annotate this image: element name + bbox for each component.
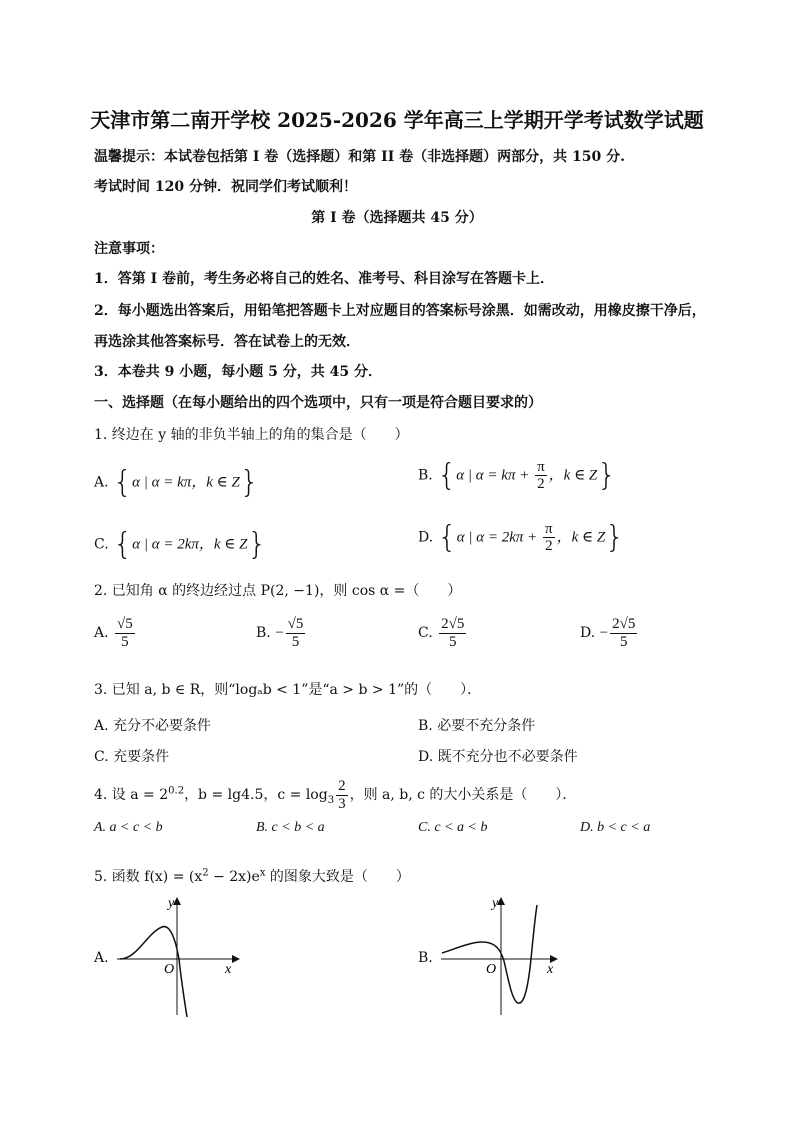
right-brace-icon: } xyxy=(597,458,617,493)
q4-option-d[interactable]: D. b < c < a xyxy=(580,820,651,835)
q1-c-text: α | α = 2kπ，k ∈ Z xyxy=(132,536,248,553)
q1-option-a[interactable] xyxy=(94,465,259,500)
q1-b-label: B. xyxy=(418,467,433,484)
q2-c-den: 5 xyxy=(448,633,457,650)
intro-line-1: 温馨提示：本试卷包括第 I 卷（选择题）和第 II 卷（非选择题）两部分，共 150 分. xyxy=(94,149,625,165)
q2-stem: 2. 已知角 α 的终边经过点 P(2, −1)，则 cos α =（ ） xyxy=(94,583,462,599)
q5-stem-post: 的图象大致是（ ） xyxy=(265,869,410,885)
q4-stem-exp: 0.2 xyxy=(168,785,185,797)
q2-c-label: C. xyxy=(418,625,433,641)
q5-stem-mid: − 2x)e xyxy=(208,869,260,885)
q5-stem xyxy=(94,866,410,886)
q2-option-d[interactable] xyxy=(580,616,639,650)
q4-stem-num: 2 xyxy=(338,778,346,794)
q1-c-label: C. xyxy=(94,536,109,553)
q5-graph-b[interactable] xyxy=(436,893,566,1021)
q5-graph-a[interactable] xyxy=(112,893,242,1021)
intro-line-2: 考试时间 120 分钟．祝同学们考试顺利！ xyxy=(94,179,357,195)
q4-stem-pre: 4. 设 a = 2 xyxy=(94,787,169,803)
curve-b xyxy=(442,905,537,1003)
q3-stem: 3. 已知 a, b ∈ R，则“logₐb < 1”是“a > b > 1”的（ ）． xyxy=(94,682,482,698)
q2-d-label: D. xyxy=(580,625,596,641)
q3-option-b[interactable]: B. 必要不充分条件 xyxy=(418,718,536,734)
note-3: 3．本卷共 9 小题，每小题 5 分，共 45 分． xyxy=(94,364,382,380)
q2-b-label: B. xyxy=(256,625,271,641)
q1-b-pre: α | α = kπ + xyxy=(456,467,534,484)
origin-label: O xyxy=(164,962,175,977)
q4-stem-den: 3 xyxy=(338,795,346,812)
q2-b-den: 5 xyxy=(291,633,300,650)
q5-stem-exp1: 2 xyxy=(202,867,209,879)
q1-option-d[interactable] xyxy=(418,520,624,555)
q2-option-c[interactable] xyxy=(418,616,468,650)
q1-option-b[interactable] xyxy=(418,458,616,493)
right-brace-icon: } xyxy=(247,527,267,562)
q4-stem-post: ，则 a, b, c 的大小关系是（ ）． xyxy=(349,787,577,803)
q5-stem-exp2: x xyxy=(259,867,266,879)
q5-stem-pre: 5. 函数 f(x) = (x xyxy=(94,869,203,885)
x-axis-label: x xyxy=(225,962,232,977)
q2-d-den: 5 xyxy=(619,633,628,650)
q1-b-post: ，k ∈ Z xyxy=(548,467,598,484)
right-brace-icon: } xyxy=(605,520,625,555)
q3-option-a[interactable]: A. 充分不必要条件 xyxy=(94,718,212,734)
q1-d-num: π xyxy=(545,520,553,537)
right-brace-icon: } xyxy=(239,465,259,500)
section-heading: 第 I 卷（选择题共 45 分） xyxy=(311,210,483,226)
q3-option-d[interactable]: D. 既不充分也不必要条件 xyxy=(418,749,578,765)
q2-a-label: A. xyxy=(94,625,109,641)
q1-b-num: π xyxy=(537,458,545,475)
q4-stem-mid: ，b = lg4.5，c = log xyxy=(184,787,328,803)
q1-a-label: A. xyxy=(94,474,109,491)
q5-b-label[interactable]: B. xyxy=(418,950,433,966)
part1-heading: 一、选择题（在每小题给出的四个选项中，只有一项是符合题目要求的） xyxy=(94,395,542,411)
q1-b-den: 2 xyxy=(537,476,545,492)
q2-a-den: 5 xyxy=(121,633,129,650)
y-axis-label: y xyxy=(168,896,175,911)
page-title: 天津市第二南开学校 2025-2026 学年高三上学期开学考试数学试题 xyxy=(90,108,704,132)
q1-a-text: α | α = kπ，k ∈ Z xyxy=(132,474,240,491)
x-axis-arrow-icon xyxy=(232,955,240,963)
q4-option-c[interactable]: C. c < a < b xyxy=(418,820,488,835)
q4-stem-sub: 3 xyxy=(327,794,335,806)
left-brace-icon: { xyxy=(113,465,133,500)
q2-b-sign: − xyxy=(275,625,284,641)
q1-option-c[interactable] xyxy=(94,527,267,562)
q1-d-den: 2 xyxy=(545,538,553,554)
q1-d-post: ，k ∈ Z xyxy=(556,529,606,546)
q2-d-sign: − xyxy=(599,625,609,641)
q2-option-b[interactable] xyxy=(256,616,307,650)
notes-heading: 注意事项： xyxy=(94,241,164,257)
q1-stem: 1. 终边在 y 轴的非负半轴上的角的集合是（ ） xyxy=(94,427,409,443)
q5-a-label[interactable]: A. xyxy=(94,950,109,966)
q2-c-num: 2√5 xyxy=(441,616,465,632)
x-axis-label: x xyxy=(547,962,554,977)
q2-a-num: √5 xyxy=(117,616,133,632)
q3-option-c[interactable]: C. 充要条件 xyxy=(94,749,170,765)
left-brace-icon: { xyxy=(113,527,133,562)
left-brace-icon: { xyxy=(437,520,457,555)
q4-option-a[interactable]: A. a < c < b xyxy=(94,820,163,835)
q4-stem xyxy=(94,778,576,812)
origin-label: O xyxy=(486,962,497,977)
q2-b-num: √5 xyxy=(287,616,304,632)
left-brace-icon: { xyxy=(437,458,457,493)
q4-option-b[interactable]: B. c < b < a xyxy=(256,820,325,835)
q2-option-a[interactable] xyxy=(94,616,137,650)
y-axis-label: y xyxy=(492,896,499,911)
q1-d-pre: α | α = 2kπ + xyxy=(456,529,542,546)
note-2a: 2．每小题选出答案后，用铅笔把答题卡上对应题目的答案标号涂黑．如需改动，用橡皮擦干净后， xyxy=(94,303,706,319)
q1-d-label: D. xyxy=(418,529,434,546)
note-1: 1．答第 I 卷前，考生务必将自己的姓名、准考号、科目涂写在答题卡上． xyxy=(94,271,555,287)
q2-d-num: 2√5 xyxy=(612,616,636,632)
note-2b: 再选涂其他答案标号．答在试卷上的无效． xyxy=(94,334,360,350)
